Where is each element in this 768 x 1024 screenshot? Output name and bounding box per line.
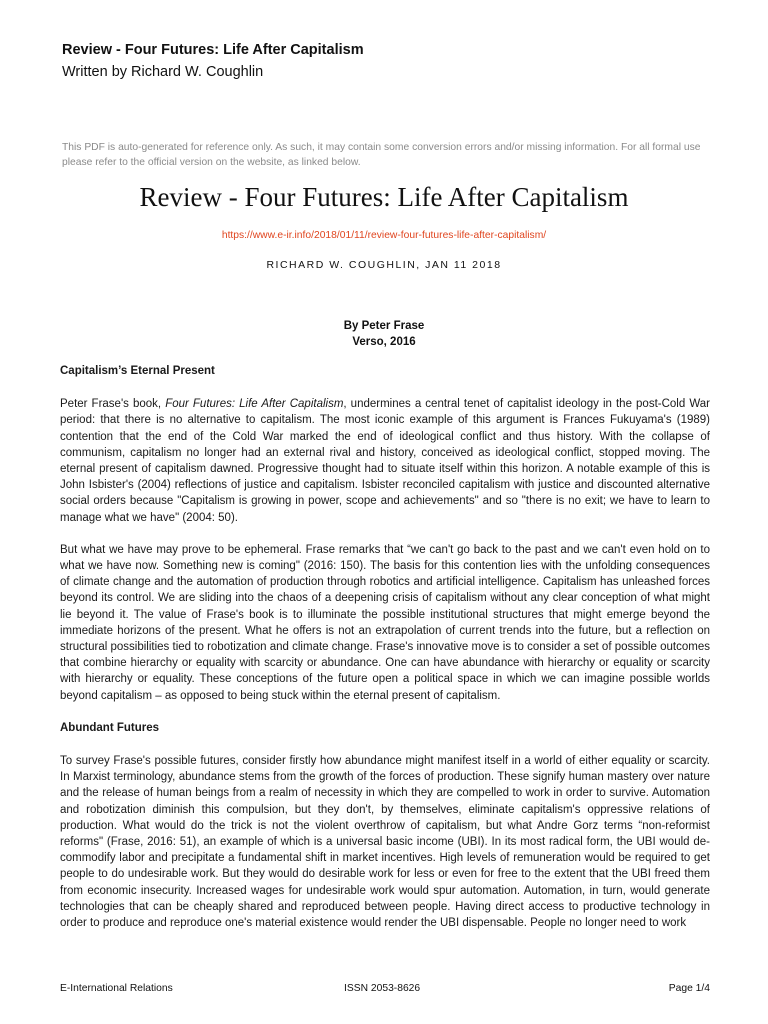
paragraph: To survey Frase's possible futures, consider firstly how abundance might manifest itself in a world of either equality or scarcity. In Marxist terminology, abundance stems from the growth of the forces of production. These signify human mastery over nature and the release of human beings from a realm of necessity in which they are compelled to work in order to survive. Automation and robotization diminish this compulsion, but they don't, by themselves, eliminate capitalism's oppressive relations of production. What would do the trick is not the violent overthrow of capitalism, but what Andre Gorz terms “non-reformist reforms" (Frase, 2016: 51), an example of which is a universal basic income (UBI). In its most radical form, the UBI would de-commodify labor and precipitate a fundamental shift in market incentives. High levels of remuneration would be required to get people to do undesirable work. But they would do desirable work for less or even for free to the extent that the UBI freed them from economic insecurity. Increased wages for undesirable work would spur automation. Automation, in turn, would generate technologies that can be cheaply shared and reproduced between people. Having direct access to productive technology in order to produce and reproduce one's material existence would render the UBI dispensable. People no longer need to work xyxy=(60,755,710,930)
header-title: Review - Four Futures: Life After Capitalism xyxy=(62,42,364,58)
article-byline: RICHARD W. COUGHLIN, JAN 11 2018 xyxy=(266,259,502,271)
article-body xyxy=(60,363,710,947)
footer-issn: ISSN 2053-8626 xyxy=(344,983,421,994)
conversion-notice: This PDF is auto-generated for reference only. As such, it may contain some conversion errors and/or missing information. For all formal use please refer to the official version on the website, as linked below. xyxy=(62,142,701,168)
book-publisher: Verso, 2016 xyxy=(352,336,416,348)
paragraph: But what we have may prove to be ephemeral. Frase remarks that “we can't go back to the past and we can't even hold on to what we have now. Something new is coming" (2016: 150). The basis for this contention lies with the unfolding consequences of climate change and the automation of production through robotics and artificial intelligence. Capitalism has unleashed forces beyond its control. We are sliding into the chaos of a deepening crisis of capitalism without any clear conception of what might lie beyond it. The value of Frase's book is to illuminate the possible institutional structures that might emerge beyond the immediate horizons of the present. What he offers is not an extrapolation of current trends into the future, but a reflection on structural possibilities tied to robotization and climate change. Frase's innovative move is to consider a set of possible outcomes that combine hierarchy or equality with scarcity or abundance. One can have abundance with hierarchy or equality or scarcity with hierarchy or equality. These conceptions of the future open a political space in which we can imagine possible worlds beyond capitalism – as opposed to being stuck within the eternal present of capitalism. xyxy=(60,543,710,702)
footer-page-number: Page 1/4 xyxy=(668,983,710,994)
book-author: By Peter Frase xyxy=(343,320,425,332)
article-url-link[interactable]: https://www.e-ir.info/2018/01/11/review-four-futures-life-after-capitalism/ xyxy=(221,230,547,241)
header-author: Written by Richard W. Coughlin xyxy=(62,64,264,80)
page-footer xyxy=(60,983,710,997)
paragraph xyxy=(60,396,710,526)
paragraph-text: , undermines a central tenet of capitalist ideology in the post-Cold War period: that there is no alternative to capitalism. The most iconic example of this argument is Frances Fukuyama's (1989) contention that the end of the Cold War marked the end of ideological conflict and thus history. With the collapse of communism, capitalism no longer had an external rival and history, conceived as ideological conflict, stopped moving. The eternal present of capitalism dawned. Progressive thought had to situate itself within this horizon. A notable example of this is John Isbister's (2004) reflections of justice and capitalism. Isbister reconciled capitalism with justice and discounted alternative social orders because "Capitalism is growing in power, scope and achievements" and so "there is no exit; we have to learn to manage what we have" (2004: 50). xyxy=(60,398,710,524)
book-title-italic: Four Futures: Life After Capitalism xyxy=(165,398,344,411)
footer-publisher: E-International Relations xyxy=(60,983,173,994)
section-heading: Capitalism’s Eternal Present xyxy=(60,365,215,377)
book-info xyxy=(0,318,768,350)
paragraph-text: Peter Frase's book, xyxy=(60,398,166,411)
article-title: Review - Four Futures: Life After Capitalism xyxy=(139,182,629,212)
section-heading: Abundant Futures xyxy=(60,721,160,734)
